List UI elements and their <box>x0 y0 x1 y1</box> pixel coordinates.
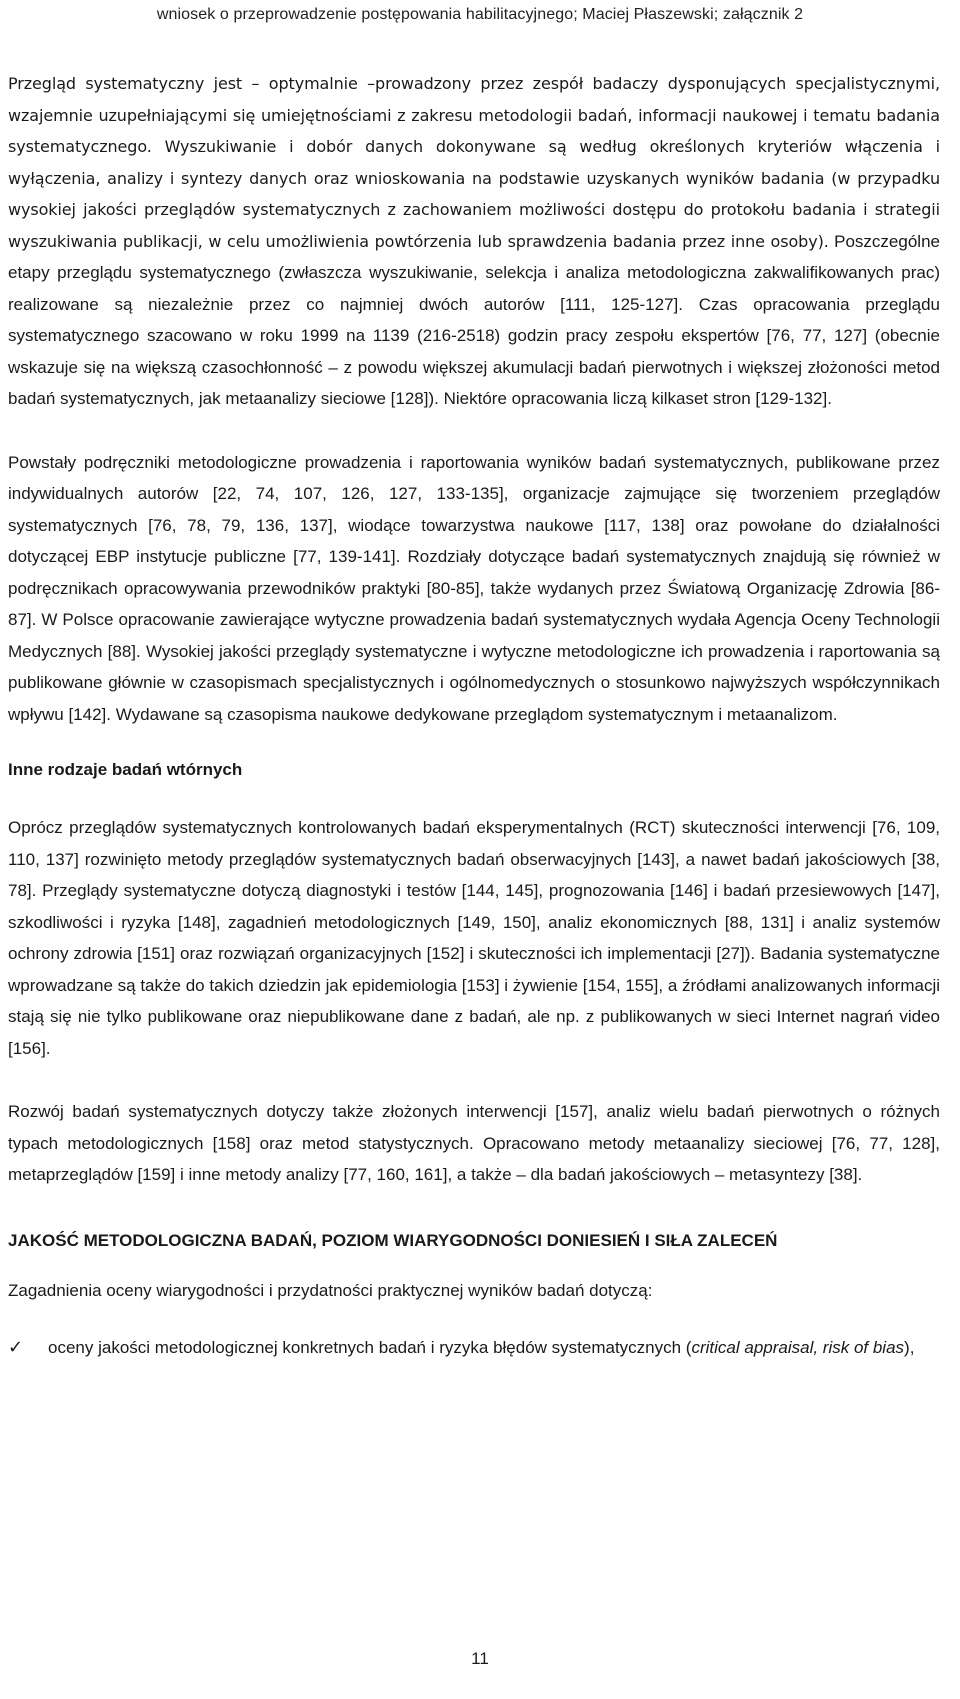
paragraph-text-part: Poszczególne etapy przeglądu systematycznego (zwłaszcza wyszukiwanie, selekcja i analiza metodologiczna zakwalifikowanych prac) realizowane są niezależnie przez co najmniej dwóch autorów [111, 125-127]. Czas opracowania przeglądu systematycznego szacowano w roku 1999 na 1139 (216-2518) godzin pracy zespołu ekspertów [76, 77, 127] (obecnie wskazuje się na większą czasochłonność – z powodu większej akumulacji badań pierwotnych i większej złożoności metod badań systematycznych, jak metaanalizy sieciowe [128]). Niektóre opracowania liczą kilkaset stron [129-132]. <box>8 231 940 408</box>
list-item <box>8 1332 940 1364</box>
page-header: wniosek o przeprowadzenie postępowania habilitacyjnego; Maciej Płaszewski; załącznik 2 <box>156 6 804 23</box>
checkmark-icon: ✓ <box>8 1337 24 1358</box>
paragraph-development: Rozwój badań systematycznych dotyczy także złożonych interwencji [157], analiz wielu badań pierwotnych o różnych typach metodologicznych [158] oraz metod statystycznych. Opracowano metody metaanalizy sieciowej [76, 77, 128], metaprzeglądów [159] i inne metody analizy [77, 160, 161], a także – dla badań jakościowych – metasyntezy [38]. <box>8 1102 940 1184</box>
list-item-text: oceny jakości metodologicznej konkretnych badań i ryzyka błędów systematycznych ( <box>48 1338 692 1357</box>
document-body <box>8 68 940 1364</box>
list-item-end: ), <box>904 1338 915 1357</box>
list-intro: Zagadnienia oceny wiarygodności i przydatności praktycznej wyników badań dotyczą: <box>8 1280 653 1300</box>
list-item-italic: critical appraisal, risk of bias <box>691 1338 905 1357</box>
page-number: 11 <box>471 1649 489 1668</box>
chapter-heading: JAKOŚĆ METODOLOGICZNA BADAŃ, POZIOM WIARYGODNOŚCI DONIESIEŃ I SIŁA ZALECEŃ <box>8 1230 778 1250</box>
checklist <box>8 1332 940 1364</box>
paragraph-text-part: Przegląd systematyczny jest – optymalnie –prowadzony przez zespół badaczy dysponujących specjalistycznymi, wzajemnie uzupełniającymi się umiejętnościami z zakresu metodologii badań, informacji naukowej i tematu badania systematycznego. Wyszukiwanie i dobór danych dokonywane są według określonych kryteriów włączenia i wyłączenia, analizy i syntezy danych oraz wnioskowania na podstawie uzyskanych wyników badania (w przypadku wysokiej jakości przeglądów systematycznych z zachowaniem możliwości dostępu do protokołu badania i strategii wyszukiwania publikacji, w celu umożliwienia powtórzenia lub sprawdzenia badania przez inne osoby). <box>8 74 940 251</box>
paragraph-other-methods: Oprócz przeglądów systematycznych kontrolowanych badań eksperymentalnych (RCT) skuteczności interwencji [76, 109, 110, 137] rozwinięto metody przeglądów systematycznych badań obserwacyjnych [143], a nawet badań jakościowych [38, 78]. Przeglądy systematyczne dotyczą diagnostyki i testów [144, 145], prognozowania [146] i badań przesiewowych [147], szkodliwości i ryzyka [148], zagadnień metodologicznych [149, 150], analiz ekonomicznych [88, 131] i analiz systemów ochrony zdrowia [151] oraz rozwiązań organizacyjnych [152] i skuteczności ich implementacji [27]). Badania systematyczne wprowadzane są także do takich dziedzin jak epidemiologia [153] i żywienie [154, 155], a źródłami analizowanych informacji stają się nie tylko publikowane oraz niepublikowane dane z badań, ale np. z publikowanych w sieci Internet nagrań video [156]. <box>8 818 940 1058</box>
section-heading: Inne rodzaje badań wtórnych <box>8 760 243 779</box>
paragraph-handbooks: Powstały podręczniki metodologiczne prowadzenia i raportowania wyników badań systematycznych, publikowane przez indywidualnych autorów [22, 74, 107, 126, 127, 133-135], organizacje zajmujące się tworzeniem przeglądów systematycznych [76, 78, 79, 136, 137], wiodące towarzystwa naukowe [117, 138] oraz powołane do działalności dotyczącej EBP instytucje publiczne [77, 139-141]. Rozdziały dotyczące badań systematycznych znajdują się również w podręcznikach opracowywania przewodników praktyki [80-85], także wydanych przez Światową Organizację Zdrowia [86-87]. W Polsce opracowanie zawierające wytyczne prowadzenia badań systematycznych wydała Agencja Oceny Technologii Medycznych [88]. Wysokiej jakości przeglądy systematyczne i wytyczne metodologiczne ich prowadzenia i raportowania są publikowane głównie w czasopismach specjalistycznych i ogólnomedycznych o stosunkowo najwyższych współczynnikach wpływu [142]. Wydawane są czasopisma naukowe dedykowane przeglądom systematycznym i metaanalizom. <box>8 452 940 724</box>
paragraph-systematic-review <box>8 68 940 415</box>
